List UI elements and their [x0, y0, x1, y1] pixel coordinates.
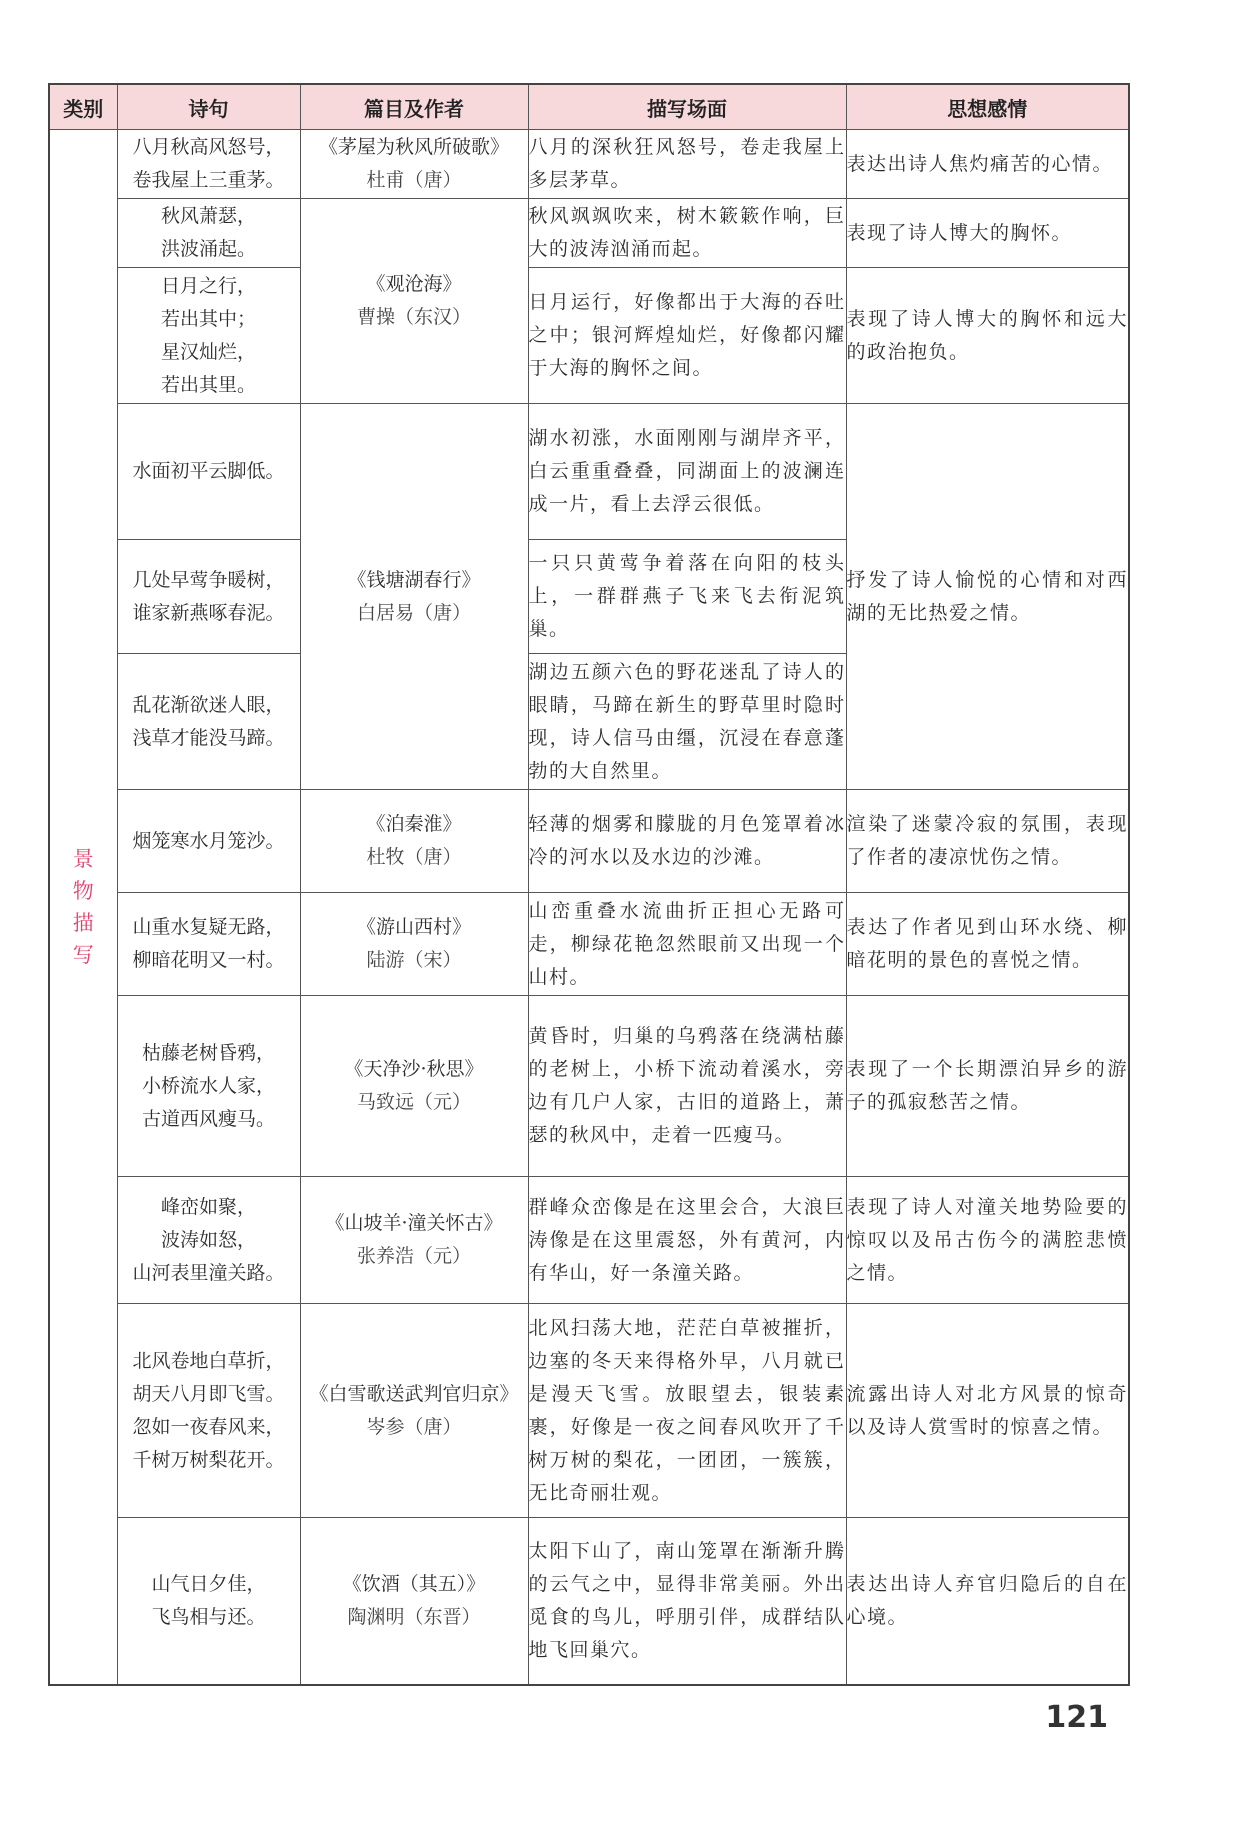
- verse-line: 星汉灿烂，: [160, 340, 256, 363]
- table-row: [49, 996, 1129, 1177]
- poem-author: 陆游（宋）: [366, 949, 462, 971]
- poem-table-container: [48, 83, 1128, 1686]
- source-cell: [300, 893, 528, 996]
- verse-line: 忽如一夜春风来，: [132, 1415, 285, 1438]
- source-cell: [300, 404, 528, 790]
- poem-author: 杜甫（唐）: [366, 169, 462, 191]
- verse-line: 八月秋高风怒号，: [132, 136, 285, 158]
- table-row: [49, 1518, 1129, 1685]
- poem-author: 白居易（唐）: [356, 601, 471, 624]
- poem-title: 《泊秦淮》: [366, 813, 462, 835]
- verse-line: 烟笼寒水月笼沙。: [132, 829, 285, 852]
- feeling-cell: 渲染了迷蒙冷寂的氛围，表现了作者的凄凉忧伤之情。: [846, 790, 1129, 893]
- verse-cell: [117, 268, 300, 404]
- verse-line: 飞鸟相与还。: [151, 1605, 266, 1628]
- verse-line: 小桥流水人家，: [141, 1074, 275, 1097]
- source-cell: [300, 130, 528, 199]
- source-cell: [300, 790, 528, 893]
- verse-line: 乱花渐欲迷人眼，: [132, 693, 285, 716]
- scene-cell: 湖边五颜六色的野花迷乱了诗人的眼睛，马蹄在新生的野草里时隐时现，诗人信马由缰，沉浸在春意蓬勃的大自然里。: [528, 654, 846, 790]
- poem-title: 《天净沙·秋思》: [344, 1058, 484, 1080]
- verse-line: 几处早莺争暖树，: [132, 568, 285, 591]
- poem-title: 《游山西村》: [356, 916, 471, 938]
- verse-cell: [117, 996, 300, 1177]
- scene-cell: 八月的深秋狂风怒号，卷走我屋上多层茅草。: [528, 130, 846, 199]
- scene-cell: 轻薄的烟雾和朦胧的月色笼罩着冰冷的河水以及水边的沙滩。: [528, 790, 846, 893]
- feeling-cell: 表现了诗人博大的胸怀和远大的政治抱负。: [846, 268, 1129, 404]
- feeling-cell: 流露出诗人对北方风景的惊奇以及诗人赏雪时的惊喜之情。: [846, 1304, 1129, 1518]
- verse-cell: [117, 1304, 300, 1518]
- verse-line: 水面初平云脚低。: [132, 460, 285, 482]
- verse-cell: [117, 1177, 300, 1304]
- poem-table: [48, 83, 1130, 1686]
- scene-cell: 黄昏时，归巢的乌鸦落在绕满枯藤的老树上，小桥下流动着溪水，旁边有几户人家，古旧的道路上，萧瑟的秋风中，走着一匹瘦马。: [528, 996, 846, 1177]
- verse-line: 浅草才能没马蹄。: [132, 726, 285, 749]
- category-cell: [49, 130, 117, 1685]
- table-row: [49, 130, 1129, 199]
- verse-cell: [117, 199, 300, 268]
- poem-title: 《山坡羊·潼关怀古》: [325, 1212, 503, 1234]
- source-cell: [300, 1304, 528, 1518]
- table-row: [49, 404, 1129, 540]
- feeling-cell: 表现了一个长期漂泊异乡的游子的孤寂愁苦之情。: [846, 996, 1129, 1177]
- table-row: [49, 1304, 1129, 1518]
- verse-cell: [117, 1518, 300, 1685]
- verse-line: 柳暗花明又一村。: [132, 949, 285, 971]
- verse-line: 山重水复疑无路，: [132, 916, 285, 938]
- poem-title: 《饮酒（其五）》: [342, 1572, 486, 1595]
- feeling-cell: 抒发了诗人愉悦的心情和对西湖的无比热爱之情。: [846, 404, 1129, 790]
- verse-line: 洪波涌起。: [160, 238, 256, 260]
- table-row: [49, 893, 1129, 996]
- feeling-cell: 表达出诗人焦灼痛苦的心情。: [846, 130, 1129, 199]
- verse-line: 若出其里。: [160, 373, 256, 396]
- poem-author: 杜牧（唐）: [366, 846, 462, 868]
- scene-cell: 山峦重叠水流曲折正担心无路可走，柳绿花艳忽然眼前又出现一个山村。: [528, 893, 846, 996]
- verse-line: 卷我屋上三重茅。: [132, 169, 285, 191]
- source-cell: [300, 1518, 528, 1685]
- poem-title: 《钱塘湖春行》: [347, 568, 481, 591]
- header-feeling: 思想感情: [846, 84, 1129, 130]
- feeling-cell: 表达了作者见到山环水绕、柳暗花明的景色的喜悦之情。: [846, 893, 1129, 996]
- verse-line: 日月之行，: [160, 274, 256, 297]
- poem-title: 《白雪歌送武判官归京》: [309, 1382, 519, 1405]
- verse-line: 胡天八月即飞雪。: [132, 1382, 285, 1405]
- verse-line: 千树万树梨花开。: [132, 1448, 285, 1471]
- poem-author: 曹操（东汉）: [356, 306, 471, 328]
- verse-cell: [117, 790, 300, 893]
- feeling-cell: 表现了诗人对潼关地势险要的惊叹以及吊古伤今的满腔悲愤之情。: [846, 1177, 1129, 1304]
- scene-cell: 群峰众峦像是在这里会合，大浪巨涛像是在这里震怒，外有黄河，内有华山，好一条潼关路。: [528, 1177, 846, 1304]
- verse-line: 秋风萧瑟，: [160, 205, 256, 227]
- verse-line: 北风卷地白草折，: [132, 1349, 285, 1372]
- verse-cell: [117, 654, 300, 790]
- poem-author: 马致远（元）: [356, 1091, 471, 1113]
- table-row: [49, 1177, 1129, 1304]
- table-row: [49, 268, 1129, 404]
- verse-line: 若出其中；: [160, 307, 256, 330]
- feeling-cell: 表现了诗人博大的胸怀。: [846, 199, 1129, 268]
- verse-line: 枯藤老树昏鸦，: [141, 1041, 275, 1064]
- poem-author: 陶渊明（东晋）: [347, 1605, 481, 1628]
- source-cell: [300, 996, 528, 1177]
- verse-line: 古道西风瘦马。: [141, 1107, 275, 1130]
- verse-line: 峰峦如聚，: [160, 1195, 256, 1218]
- verse-line: 山气日夕佳，: [151, 1572, 266, 1595]
- verse-cell: [117, 893, 300, 996]
- page-number: 121: [1045, 1700, 1108, 1735]
- poem-title: 《茅屋为秋风所破歌》: [318, 136, 509, 158]
- poem-title: 《观沧海》: [366, 273, 462, 295]
- table-row: [49, 790, 1129, 893]
- verse-cell: [117, 404, 300, 540]
- scene-cell: 太阳下山了，南山笼罩在渐渐升腾的云气之中，显得非常美丽。外出觅食的鸟儿，呼朋引伴，成群结队地飞回巢穴。: [528, 1518, 846, 1685]
- category-label: 景物描写: [72, 846, 94, 967]
- header-source: 篇目及作者: [300, 84, 528, 130]
- scene-cell: 北风扫荡大地，茫茫白草被摧折，边塞的冬天来得格外早，八月就已是漫天飞雪。放眼望去，银装素裹，好像是一夜之间春风吹开了千树万树的梨花，一团团，一簇簇，无比奇丽壮观。: [528, 1304, 846, 1518]
- verse-line: 波涛如怒，: [160, 1228, 256, 1251]
- scene-cell: 日月运行，好像都出于大海的吞吐之中；银河辉煌灿烂，好像都闪耀于大海的胸怀之间。: [528, 268, 846, 404]
- source-cell: [300, 1177, 528, 1304]
- verse-line: 山河表里潼关路。: [132, 1261, 285, 1284]
- poem-author: 张养浩（元）: [356, 1245, 471, 1267]
- verse-line: 谁家新燕啄春泥。: [132, 601, 285, 624]
- verse-cell: [117, 130, 300, 199]
- scene-cell: 湖水初涨，水面刚刚与湖岸齐平，白云重重叠叠，同湖面上的波澜连成一片，看上去浮云很低。: [528, 404, 846, 540]
- header-verse: 诗句: [117, 84, 300, 130]
- scene-cell: 秋风飒飒吹来，树木簌簌作响，巨大的波涛汹涌而起。: [528, 199, 846, 268]
- feeling-cell: 表达出诗人弃官归隐后的自在心境。: [846, 1518, 1129, 1685]
- header-scene: 描写场面: [528, 84, 846, 130]
- table-row: [49, 199, 1129, 268]
- scene-cell: 一只只黄莺争着落在向阳的枝头上，一群群燕子飞来飞去衔泥筑巢。: [528, 540, 846, 654]
- verse-cell: [117, 540, 300, 654]
- table-header-row: [49, 84, 1129, 130]
- header-category: 类别: [49, 84, 117, 130]
- poem-author: 岑参（唐）: [366, 1415, 462, 1438]
- source-cell: [300, 199, 528, 404]
